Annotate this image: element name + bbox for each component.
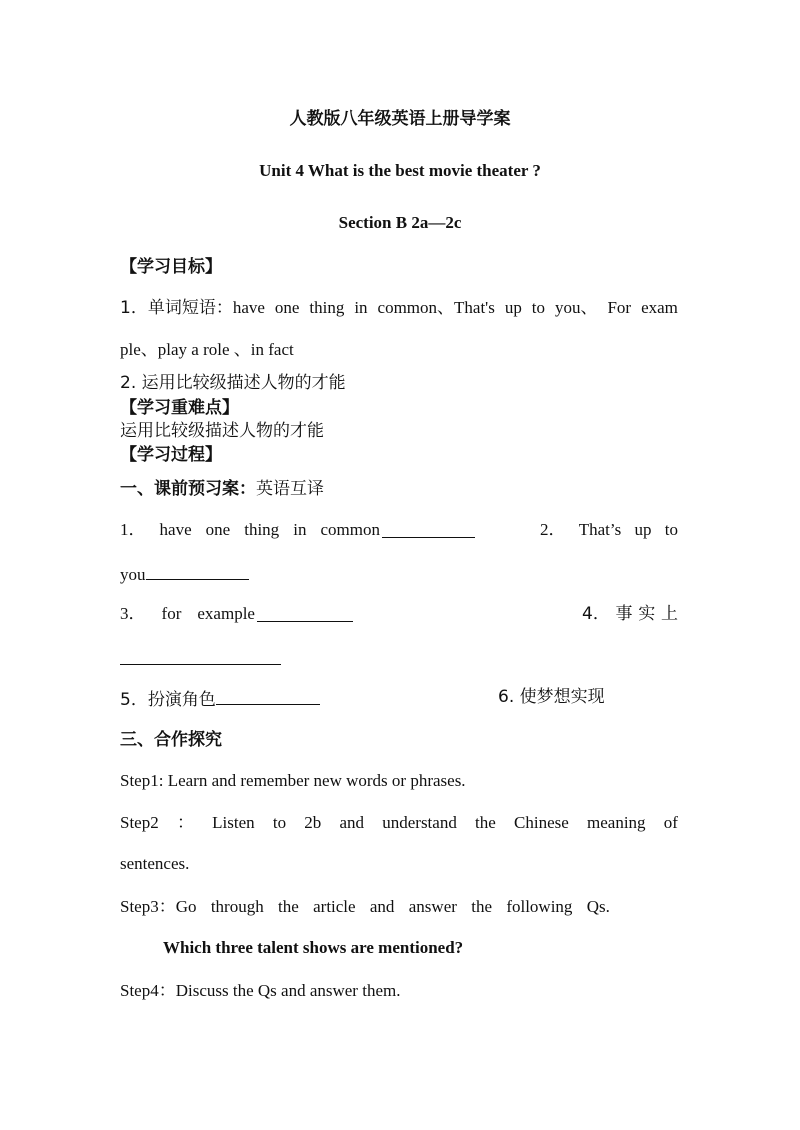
- word: the: [475, 813, 496, 832]
- q1-number: 1．: [120, 520, 146, 539]
- question-6: 6. 使梦想实现: [498, 687, 605, 707]
- goal-item-1-prefix: 1．单词短语：: [120, 298, 233, 318]
- answer-blank[interactable]: [382, 519, 475, 538]
- question-3: [120, 603, 353, 625]
- word: through: [210, 897, 264, 916]
- q2-cont: you: [120, 565, 146, 584]
- word: Listen: [212, 813, 255, 832]
- question-2: [540, 519, 678, 541]
- answer-blank[interactable]: [216, 686, 320, 705]
- goals-heading: 【学习目标】: [120, 257, 222, 277]
- part1-label: 一、课前预习案：: [120, 479, 256, 499]
- question-1: [120, 519, 475, 541]
- word: in: [293, 520, 307, 539]
- word: to: [272, 813, 287, 832]
- answer-blank[interactable]: [120, 664, 281, 665]
- word: and: [339, 813, 365, 832]
- word: That’s: [578, 520, 622, 539]
- q2-number: 2．: [540, 520, 566, 539]
- step-2: [120, 812, 678, 834]
- word: Step3：Go: [120, 897, 197, 916]
- word: common: [320, 520, 380, 539]
- question-2-continued: [120, 561, 249, 586]
- step-3-question: Which three talent shows are mentioned?: [163, 938, 464, 957]
- q3-number: 3．: [120, 604, 146, 623]
- word: and: [369, 897, 395, 916]
- part3-heading: 三、合作探究: [120, 730, 222, 750]
- word: answer: [408, 897, 457, 916]
- word: ：: [176, 813, 194, 832]
- section-title: Section B 2a—2c: [338, 213, 462, 232]
- part1-task: 英语互译: [256, 479, 324, 499]
- word: to: [531, 298, 546, 317]
- goal-item-2: 2. 运用比较级描述人物的才能: [120, 373, 346, 393]
- word: thing: [309, 298, 345, 317]
- goal-item-1-words: [233, 297, 678, 319]
- word: Chinese: [514, 813, 569, 832]
- word: one: [274, 298, 300, 317]
- question-4: [582, 603, 678, 625]
- goal-item-1: [120, 297, 678, 319]
- doc-title: 人教版八年级英语上册导学案: [289, 109, 511, 129]
- word: have: [159, 520, 192, 539]
- char: 实: [638, 604, 656, 624]
- key-points-heading: 【学习重难点】: [120, 398, 239, 418]
- word: up: [504, 298, 522, 317]
- part1-heading: [120, 478, 324, 500]
- word: For: [607, 298, 632, 317]
- word: up: [634, 520, 652, 539]
- question-5: [120, 686, 320, 711]
- word: Qs.: [586, 897, 610, 916]
- char: 事: [615, 604, 633, 624]
- q4-number: 4．: [582, 604, 610, 624]
- word: of: [663, 813, 678, 832]
- step-1: Step1: Learn and remember new words or phrases.: [120, 771, 466, 790]
- process-heading: 【学习过程】: [120, 445, 222, 465]
- char: 上: [660, 604, 678, 624]
- word: exam: [641, 298, 678, 317]
- word: example: [197, 604, 255, 623]
- step-4: Step4：Discuss the Qs and answer them.: [120, 981, 401, 1000]
- word: Step2: [120, 813, 159, 832]
- word: the: [278, 897, 299, 916]
- step-3: [120, 896, 610, 918]
- answer-blank[interactable]: [146, 561, 249, 580]
- word: one: [205, 520, 231, 539]
- word: article: [313, 897, 356, 916]
- word: understand: [382, 813, 457, 832]
- word: have: [232, 298, 265, 317]
- key-points-text: 运用比较级描述人物的才能: [120, 421, 324, 441]
- answer-blank[interactable]: [257, 603, 353, 622]
- word: for: [161, 604, 182, 623]
- word: you、: [555, 298, 598, 317]
- word: thing: [244, 520, 280, 539]
- unit-title: Unit 4 What is the best movie theater ?: [259, 161, 541, 180]
- goal-item-1-continued: ple、play a role 、in fact: [120, 340, 294, 359]
- word: 2b: [304, 813, 322, 832]
- word: the: [471, 897, 492, 916]
- word: meaning: [587, 813, 646, 832]
- word: following: [506, 897, 573, 916]
- q5-text: 5．扮演角色: [120, 690, 216, 710]
- word: in: [354, 298, 368, 317]
- word: to: [664, 520, 678, 539]
- word: common、That's: [377, 298, 495, 317]
- step-2-continued: sentences.: [120, 854, 190, 873]
